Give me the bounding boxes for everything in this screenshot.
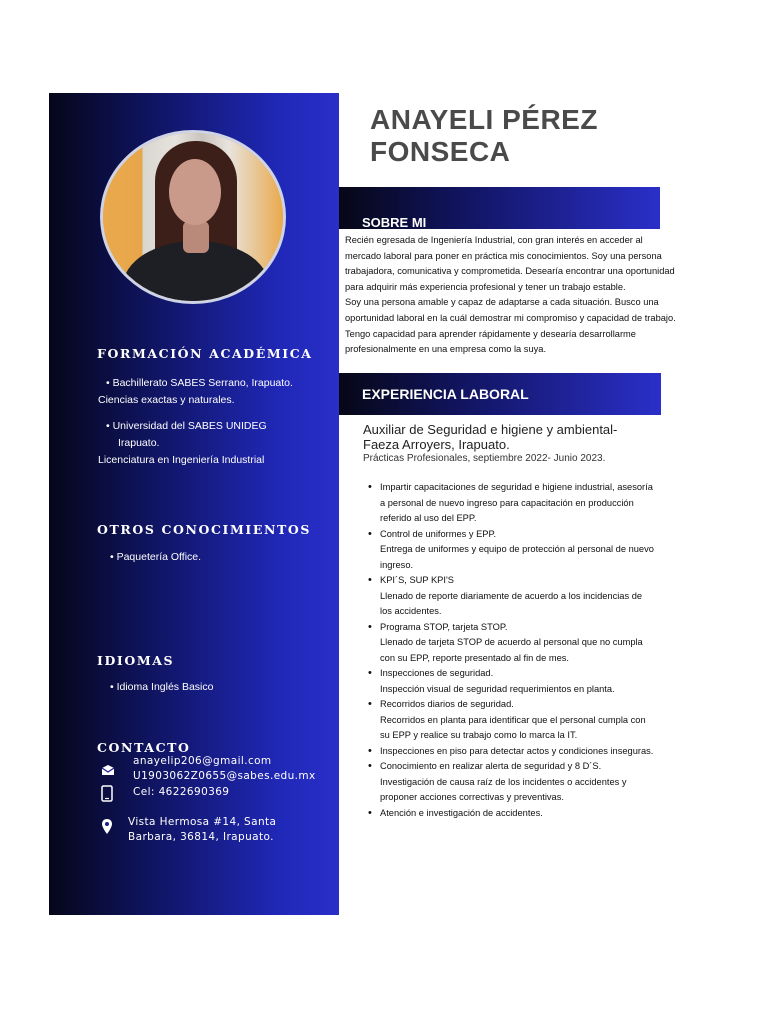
formacion-item-2-line2: Irapuato. [118,437,160,449]
formacion-item-2-line3: Licenciatura en Ingeniería Industrial [98,454,265,466]
job-subtitle: Prácticas Profesionales, septiembre 2022- Junio 2023. [363,453,606,464]
task-item [364,666,654,697]
otros-item: • Paquetería Office. [110,551,202,563]
task-item [364,759,654,806]
candidate-name [370,104,598,168]
name-line-1: ANAYELI PÉREZ [370,104,598,135]
task-item [364,806,654,822]
email-icon [101,764,115,776]
formacion-item-2-line1: • Universidad del SABES UNIDEG [106,420,267,432]
task-item [364,527,654,574]
task-main: Inspecciones en piso para detectar actos y condiciones inseguras. [380,745,654,756]
phone-icon [101,785,113,802]
task-detail: Investigación de causa raíz de los incidentes o accidentes y proponer acciones correctivas y preventivas. [380,776,627,802]
otros-heading: OTROS CONOCIMIENTOS [97,522,312,537]
contact-address-line1: Vista Hermosa #14, Santa [128,816,277,828]
task-main: Programa STOP, tarjeta STOP. [380,621,508,632]
sobre-mi-paragraph-1: Recién egresada de Ingeniería Industrial, con gran interés en acceder al mercado laboral para poner en práctica mis conocimientos. Soy una persona trabajadora, comunicativa y comprometida. Desearía encontrar una oportunidad para adquirir más experiencia profesional y tener un trabajo estable. [345,235,675,292]
experiencia-title: EXPERIENCIA LABORAL [362,386,529,402]
task-main: Control de uniformes y EPP. [380,528,497,539]
idiomas-item: • Idioma Inglés Basico [110,681,214,693]
task-list [364,480,654,821]
task-main: Atención e investigación de accidentes. [380,807,543,818]
task-detail: Entrega de uniformes y equipo de protección al personal de nuevo ingreso. [380,544,654,570]
formacion-item-1-line2: Ciencias exactas y naturales. [98,394,235,406]
task-item [364,573,654,620]
formacion-heading: FORMACIÓN ACADÉMICA [97,346,313,361]
task-main: Inspecciones de seguridad. [380,668,494,678]
name-line-2: FONSECA [370,136,511,167]
task-detail: Recorridos en planta para identificar que el personal cumpla con su EPP y realice su trabajo como lo marca la IT. [380,714,646,740]
task-main: Impartir capacitaciones de seguridad e higiene industrial, asesoría a personal de nuevo ingreso para capacitación en producción referido al uso del EPP. [380,482,653,523]
contact-address-line2: Barbara, 36814, Irapuato. [128,831,274,843]
sobre-mi-paragraph-2: Soy una persona amable y capaz de adaptarse a cada situación. Busco una oportunidad laboral en la cuál demostrar mi compromiso y capacidad de trabajo. Tengo capacidad para aprender rápidamente y desearía desarrollarme profesionalmente en una empresa como la suya. [345,297,676,355]
task-item [364,620,654,667]
task-main: Recorridos diarios de seguridad. [380,699,514,709]
contact-phone[interactable]: Cel: 4622690369 [133,786,230,798]
job-title: Auxiliar de Seguridad e higiene y ambiental- Faeza Arroyers, Irapuato. [363,422,618,452]
contact-email-2[interactable]: U1903062Z0655@sabes.edu.mx [133,770,316,782]
task-item [364,480,654,527]
task-item [364,744,654,760]
contact-email-1[interactable]: anayelip206@gmail.com [133,755,272,767]
location-pin-icon [101,818,113,835]
sobre-mi-title: SOBRE MI [362,215,427,230]
task-item [364,697,654,744]
task-detail: Llenado de reporte diariamente de acuerdo a los incidencias de los accidentes. [380,590,643,616]
profile-photo [100,130,286,304]
task-detail: Llenado de tarjeta STOP de acuerdo al personal que no cumpla con su EPP, reporte presentado al fin de mes. [380,637,643,663]
task-detail: Inspección visual de seguridad requerimientos en planta. [380,683,615,694]
task-main: Conocimiento en realizar alerta de seguridad y 8 D´S. [380,761,602,771]
sobre-mi-text [345,233,680,358]
task-main: KPI´S, SUP KPI'S [380,575,454,585]
contacto-heading: CONTACTO [97,740,191,755]
idiomas-heading: IDIOMAS [97,653,175,668]
formacion-item-1-line1: • Bachillerato SABES Serrano, Irapuato. [106,377,293,389]
